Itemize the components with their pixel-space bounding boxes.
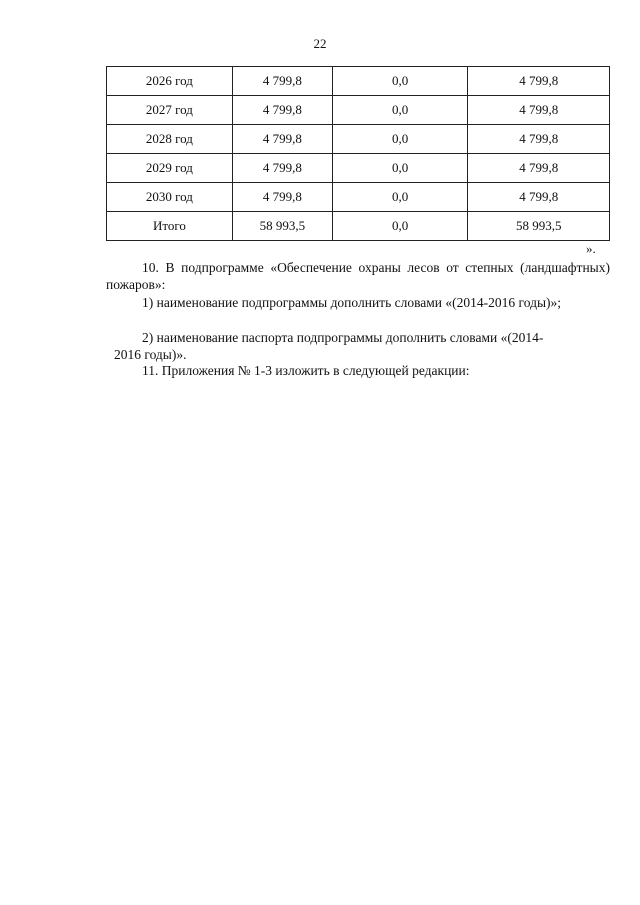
table-row	[107, 67, 610, 96]
table-row	[107, 183, 610, 212]
paragraph-subitem-1: 1) наименование подпрограммы дополнить словами «(2014-2016 годы)»;	[142, 295, 562, 310]
table-row-total	[107, 212, 610, 241]
table-cell-year: 2029 год	[107, 154, 233, 183]
table-cell-value: 4 799,8	[468, 183, 610, 212]
paragraph-item-11: 11. Приложения № 1-3 изложить в следующей редакции:	[142, 363, 470, 378]
table-cell-year: 2030 год	[107, 183, 233, 212]
table-cell-value: 58 993,5	[468, 212, 610, 241]
table-cell-value: 4 799,8	[232, 154, 332, 183]
paragraph-item-10: 10. В подпрограмме «Обеспечение охраны лесов от степных (ландшафтных) пожаров»:	[106, 260, 610, 292]
closing-quote: ».	[586, 241, 596, 256]
table-cell-value: 0,0	[332, 154, 467, 183]
table-cell-value: 0,0	[332, 96, 467, 125]
table-cell-year: 2027 год	[107, 96, 233, 125]
table-cell-value: 0,0	[332, 212, 467, 241]
table-cell-value: 58 993,5	[232, 212, 332, 241]
table-cell-value: 4 799,8	[232, 125, 332, 154]
table-row	[107, 96, 610, 125]
table-cell-value: 4 799,8	[468, 67, 610, 96]
page-number: 22	[313, 36, 327, 51]
table-row	[107, 154, 610, 183]
paragraph-subitem-2-continued: 2016 годы)».	[114, 347, 187, 362]
table-cell-value: 4 799,8	[232, 96, 332, 125]
table-cell-value: 0,0	[332, 183, 467, 212]
table-cell-value: 4 799,8	[468, 125, 610, 154]
paragraph-subitem-2: 2) наименование паспорта подпрограммы дополнить словами «(2014-	[142, 330, 544, 345]
funding-table	[106, 66, 610, 241]
table-cell-value: 4 799,8	[468, 96, 610, 125]
table-cell-year: 2026 год	[107, 67, 233, 96]
table-cell-value: 4 799,8	[468, 154, 610, 183]
table-cell-value: 0,0	[332, 67, 467, 96]
table-cell-value: 4 799,8	[232, 183, 332, 212]
table-row	[107, 125, 610, 154]
table-cell-value: 4 799,8	[232, 67, 332, 96]
table-cell-year: 2028 год	[107, 125, 233, 154]
table-cell-value: 0,0	[332, 125, 467, 154]
table-cell-total-label: Итого	[107, 212, 233, 241]
